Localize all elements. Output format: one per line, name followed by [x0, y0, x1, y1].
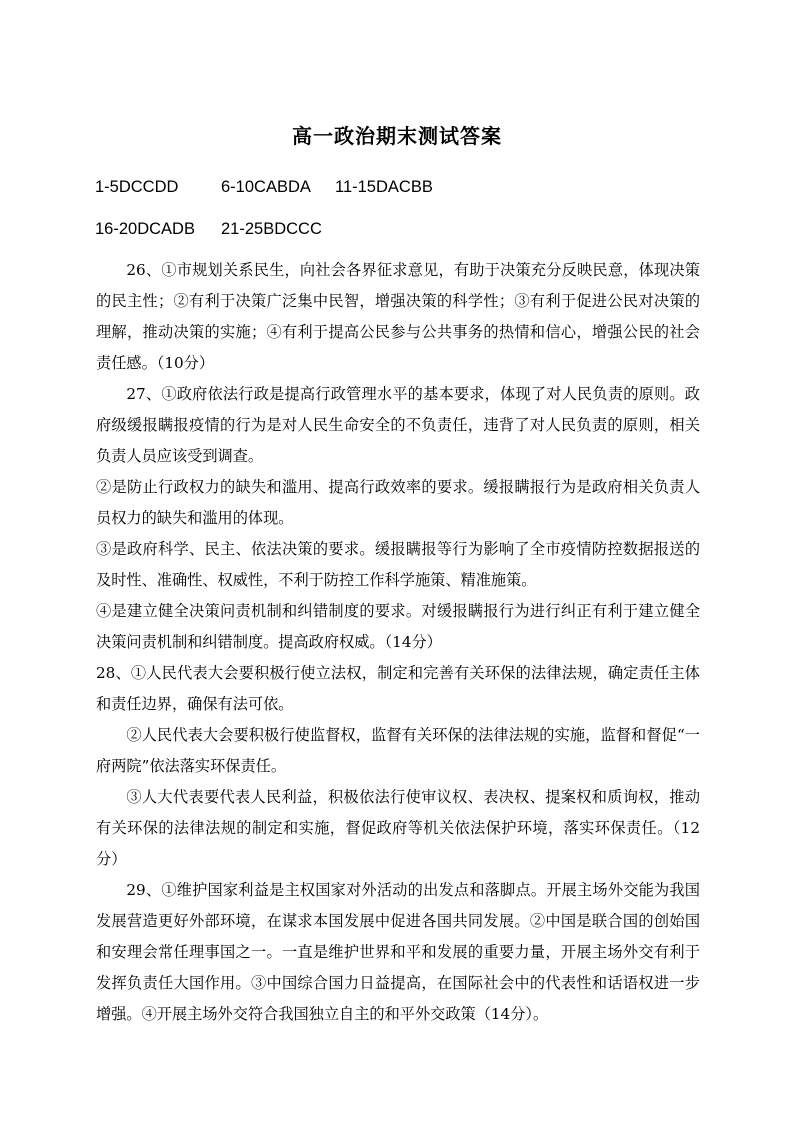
answer-28-point-1: 28、①人民代表大会要积极行使立法权，制定和完善有关环保的法律法规，确定责任主体和责任边界，确保有法可依。: [96, 664, 700, 713]
answer-27-point-3: ③是政府科学、民主、依法决策的要求。缓报瞒报等行为影响了全市疫情防控数据报送的及时性、准确性、权威性，不利于防控工作科学施策、精准施策。: [96, 540, 700, 589]
answer-29: 29、①维护国家利益是主权国家对外活动的出发点和落脚点。开展主场外交能为我国发展营造更好外部环境，在谋求本国发展中促进各国共同发展。②中国是联合国的创始国和安理会常任理事国之一。一直是维护世界和平和发展的重要力量，开展主场外交有利于发挥负责任大国作用。③中国综合国力日益提高，在国际社会中的代表性和话语权进一步增强。④开展主场外交符合我国独立自主的和平外交政策（14分）。: [96, 881, 700, 1023]
answer-group-1-5: 1-5DCCDD: [95, 178, 179, 196]
answer-27-point-2: ②是防止行政权力的缺失和滥用、提高行政效率的要求。缓报瞒报行为是政府相关负责人员权力的缺失和滥用的体现。: [96, 478, 700, 527]
answer-group-21-25: 21-25BDCCC: [221, 220, 322, 238]
answer-27-point-4: ④是建立健全决策问责机制和纠错制度的要求。对缓报瞒报行为进行纠正有利于建立健全决策问责机制和纠错制度。提高政府权威。（14分）: [96, 602, 700, 651]
answer-body: [96, 255, 700, 1030]
answer-26: 26、①市规划关系民生，向社会各界征求意见，有助于决策充分反映民意，体现决策的民主性；②有利于决策广泛集中民智，增强决策的科学性；③有利于促进公民对决策的理解，推动决策的实施；④有利于提高公民参与公共事务的热情和信心，增强公民的社会责任感。（10分）: [96, 261, 700, 372]
answer-27-point-1: 27、①政府依法行政是提高行政管理水平的基本要求，体现了对人民负责的原则。政府级缓报瞒报疫情的行为是对人民生命安全的不负责任，违背了对人民负责的原则，相关负责人员应该受到调查。: [96, 385, 700, 465]
page-title: 高一政治期末测试答案: [292, 124, 502, 148]
answer-28-point-2: ②人民代表大会要积极行使监督权，监督有关环保的法律法规的实施，监督和督促“一府两院”依法落实环保责任。: [96, 726, 700, 775]
answer-group-6-10: 6-10CABDA: [221, 178, 311, 196]
answer-28-point-3: ③人大代表要代表人民利益，积极依法行使审议权、表决权、提案权和质询权，推动有关环保的法律法规的制定和实施，督促政府等机关依法保护环境，落实环保责任。（12分）: [96, 788, 700, 868]
answer-group-16-20: 16-20DCADB: [95, 220, 195, 238]
answer-group-11-15: 11-15DACBB: [335, 178, 433, 196]
